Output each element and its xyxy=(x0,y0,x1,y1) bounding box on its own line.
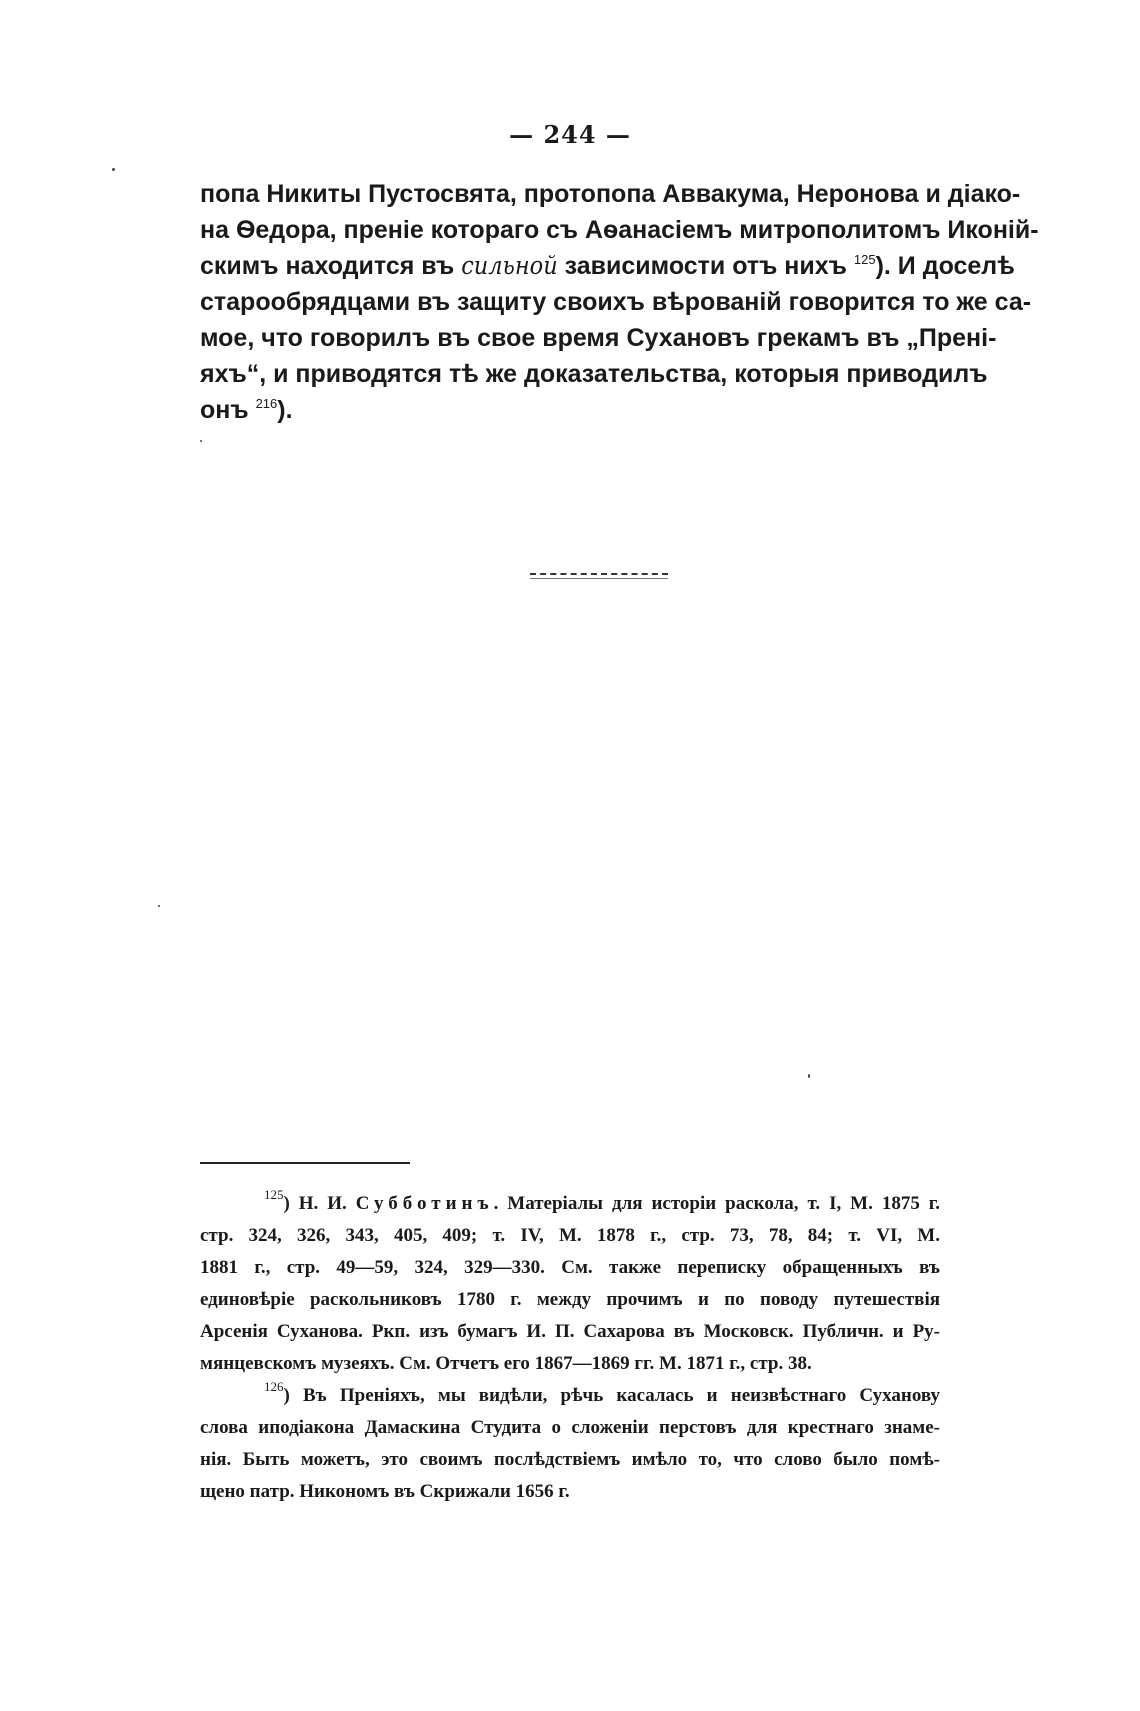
footnote-line xyxy=(200,1380,940,1412)
text-fragment: ) Н. И. xyxy=(283,1193,347,1214)
text-fragment: . Матеріалы для исторіи раскола, т. I, М. 1875 г. xyxy=(493,1193,941,1214)
text-fragment: ). И доселѣ xyxy=(875,252,1015,280)
footnote-line: 1881 г., стр. 49—59, 324, 329—330. См. также переписку обращенныхъ въ xyxy=(200,1257,940,1278)
footnote-ref-125[interactable]: 125 xyxy=(853,252,876,267)
text-fragment: скимъ находится въ xyxy=(200,252,455,280)
text-fragment: ). xyxy=(277,396,293,424)
footnote-separator xyxy=(200,1162,410,1164)
footnote-marker: 126 xyxy=(264,1379,284,1394)
text-fragment: зависимости отъ нихъ xyxy=(564,252,847,280)
print-speck xyxy=(200,440,202,442)
page-number: — 244 — xyxy=(509,120,631,149)
text-line: яхъ“, и приводятся тѣ же доказательства, которыя приводилъ xyxy=(200,360,988,388)
text-fragment: онъ xyxy=(200,396,249,424)
footnote-line: нія. Быть можетъ, это своимъ послѣдствіемъ имѣло то, что слово было помѣ- xyxy=(200,1449,940,1470)
text-line: мое, что говорилъ въ свое время Сухановъ грекамъ въ „Прені- xyxy=(200,324,997,352)
footnote-126 xyxy=(200,1380,940,1508)
print-speck xyxy=(808,1074,810,1078)
footnotes xyxy=(200,1188,940,1508)
footnote-line: щено патр. Никономъ въ Скрижали 1656 г. xyxy=(200,1481,570,1502)
text-line: на Ѳедора, преніе котораго съ Аѳанасіемъ митрополитомъ Иконій- xyxy=(200,216,1039,244)
text-line xyxy=(200,248,1015,284)
section-end-rule-underline xyxy=(530,578,668,579)
footnote-line xyxy=(200,1188,940,1220)
print-speck xyxy=(158,905,160,907)
text-line xyxy=(200,392,940,428)
footnote-125 xyxy=(200,1188,940,1380)
footnote-author: Субботинъ xyxy=(355,1193,494,1214)
footnote-ref-216[interactable]: 216 xyxy=(255,396,278,411)
footnote-marker: 125 xyxy=(264,1187,284,1202)
section-end-rule xyxy=(530,573,668,575)
text-line: попа Никиты Пустосвята, протопопа Аввакума, Неронова и діако- xyxy=(200,180,1021,208)
text-fragment: ) Въ Преніяхъ, мы видѣли, рѣчь касалась и неизвѣстнаго Суханову xyxy=(283,1385,940,1406)
text-line: старообрядцами въ защиту своихъ вѣрованій говорится то же са- xyxy=(200,288,1032,316)
footnote-line: единовѣріе раскольниковъ 1780 г. между прочимъ и по поводу путешествія xyxy=(200,1289,940,1310)
footnote-line: мянцевскомъ музеяхъ. См. Отчетъ его 1867—1869 гг. М. 1871 г., стр. 38. xyxy=(200,1353,812,1374)
footnote-line: Арсенія Суханова. Ркп. изъ бумагъ И. П. Сахарова въ Московск. Публичн. и Ру- xyxy=(200,1321,940,1342)
emphasized-word: сильной xyxy=(461,251,558,280)
footnote-line: стр. 324, 326, 343, 405, 409; т. IV, М. 1878 г., стр. 73, 78, 84; т. VI, М. xyxy=(200,1225,940,1246)
main-paragraph xyxy=(200,176,1039,428)
print-speck xyxy=(112,168,115,171)
footnote-line: слова иподіакона Дамаскина Студита о сложеніи перстовъ для крестнаго знаме- xyxy=(200,1417,940,1438)
